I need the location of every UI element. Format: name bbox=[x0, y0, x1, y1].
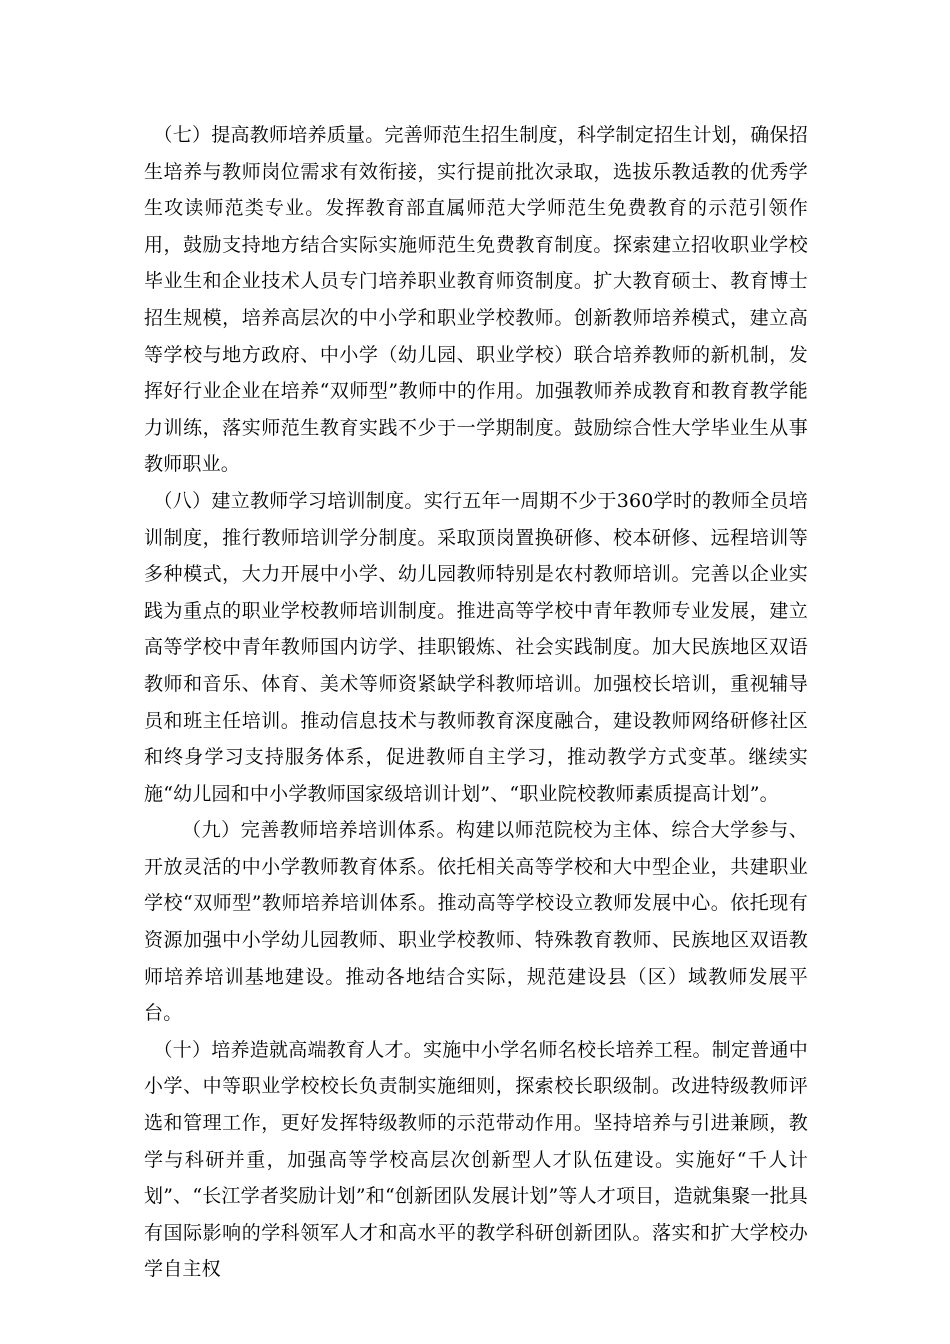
document-body bbox=[144, 117, 808, 1288]
paragraph-teacher-learning-training: （八）建立教师学习培训制度。实行五年一周期不少于360学时的教师全员培训制度，推行教师培训学分制度。采取顶岗置换研修、校本研修、远程培训等多种模式，大力开展中小学、幼儿园教师特别是农村教师培训。完善以企业实践为重点的职业学校教师培训制度。推进高等学校中青年教师专业发展，建立高等学校中青年教师国内访学、挂职锻炼、社会实践制度。加大民族地区双语教师和音乐、体育、美术等师资紧缺学科教师培训。加强校长培训，重视辅导员和班主任培训。推动信息技术与教师教育深度融合，建设教师网络研修社区和终身学习支持服务体系，促进教师自主学习，推动教学方式变革。继续实施“幼儿园和中小学教师国家级培训计划”、“职业院校教师素质提高计划”。 bbox=[144, 489, 808, 805]
paragraph-high-end-education-talent: （十）培养造就高端教育人才。实施中小学名师名校长培养工程。制定普通中小学、中等职业学校校长负责制实施细则，探索校长职级制。改进特级教师评选和管理工作，更好发挥特级教师的示范带动作用。坚持培养与引进兼顾，教学与科研并重，加强高等学校高层次创新型人才队伍建设。实施好“千人计划”、“长江学者奖励计划”和“创新团队发展计划”等人才项目，造就集聚一批具有国际影响的学科领军人才和高水平的教学科研创新团队。落实和扩大学校办学自主权 bbox=[144, 1038, 808, 1281]
paragraph-teacher-training-system: （九）完善教师培养培训体系。构建以师范院校为主体、综合大学参与、开放灵活的中小学教师教育体系。依托相关高等学校和大中型企业，共建职业学校“双师型”教师培养培训体系。推动高等学校设立教师发展中心。依托现有资源加强中小学幼儿园教师、职业学校教师、特殊教育教师、民族地区双语教师培养培训基地建设。推动各地结合实际，规范建设县（区）域教师发展平台。 bbox=[144, 819, 808, 1025]
paragraph-teacher-training-quality: （七）提高教师培养质量。完善师范生招生制度，科学制定招生计划，确保招生培养与教师岗位需求有效衔接，实行提前批次录取，选拔乐教适教的优秀学生攻读师范类专业。发挥教育部直属师范大学师范生免费教育的示范引领作用，鼓励支持地方结合实际实施师范生免费教育制度。探索建立招收职业学校毕业生和企业技术人员专门培养职业教育师资制度。扩大教育硕士、教育博士招生规模，培养高层次的中小学和职业学校教师。创新教师培养模式，建立高等学校与地方政府、中小学（幼儿园、职业学校）联合培养教师的新机制，发挥好行业企业在培养“双师型”教师中的作用。加强教师养成教育和教育教学能力训练，落实师范生教育实践不少于一学期制度。鼓励综合性大学毕业生从事教师职业。 bbox=[144, 124, 808, 476]
